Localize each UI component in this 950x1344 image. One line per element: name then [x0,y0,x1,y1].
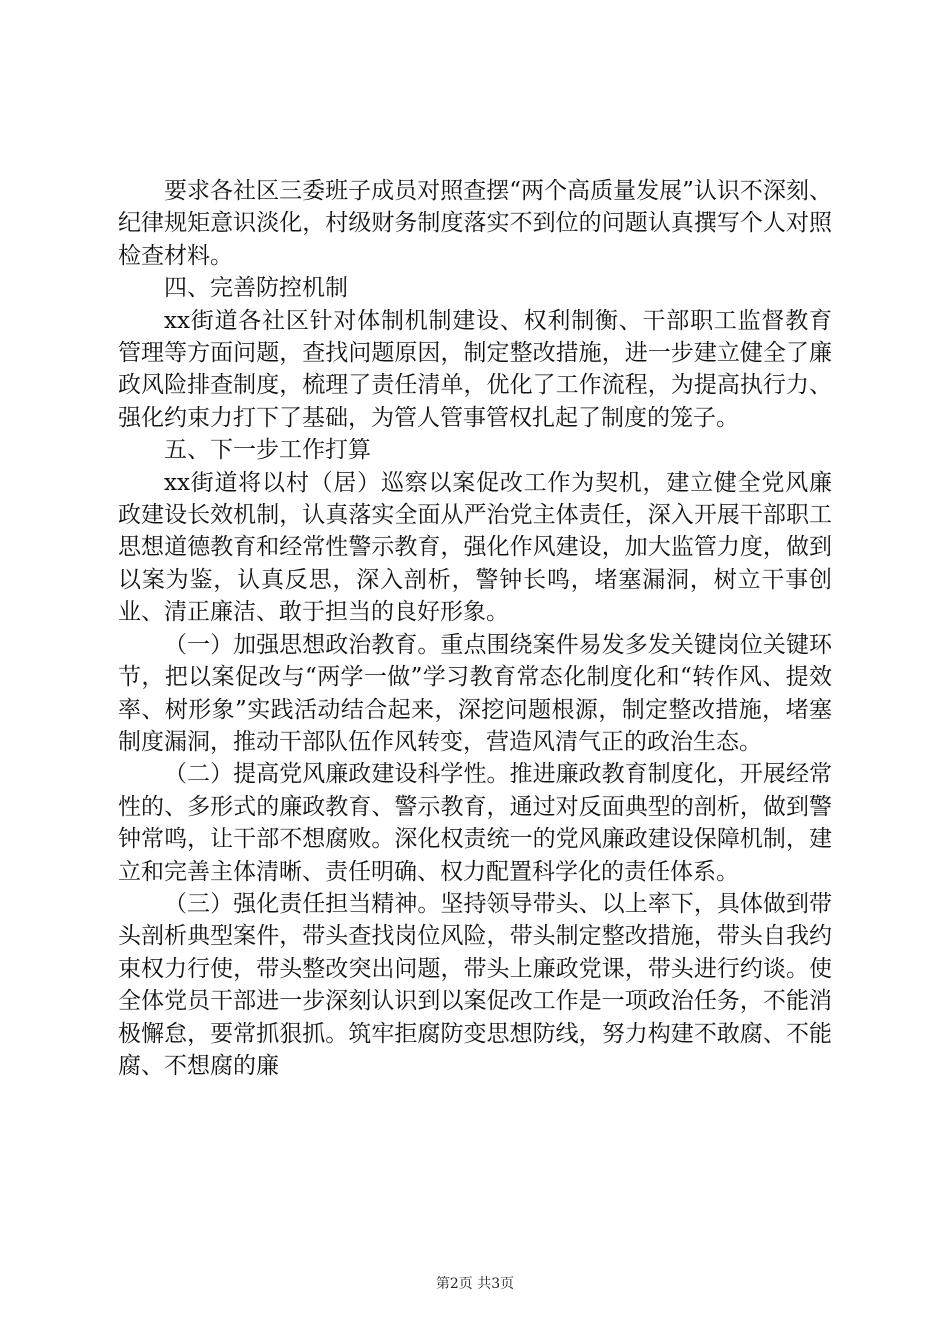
paragraph-item-two: （二）提高党风廉政建设科学性。推进廉政教育制度化，开展经常性的、多形式的廉政教育、警示教育，通过对反面典型的剖析，做到警钟常鸣，让干部不想腐败。深化权责统一的党风廉政建设保障机制，建立和完善主体清晰、责任明确、权力配置科学化的责任体系。 [118,761,832,885]
paragraph-requirement: 要求各社区三委班子成员对照查摆“两个高质量发展”认识不深刻、纪律规矩意识淡化，村级财务制度落实不到位的问题认真撰写个人对照检查材料。 [118,178,832,269]
heading-section-five: 五、下一步工作打算 [164,437,371,464]
heading-section-four: 四、完善防控机制 [164,275,348,302]
paragraph-prevention-mechanism: xx街道各社区针对体制机制建设、权利制衡、干部职工监督教育管理等方面问题，查找问题原因，制定整改措施，进一步建立健全了廉政风险排查制度，梳理了责任清单，优化了工作流程，为提高执行力、强化约束力打下了基础，为管人管事管权扎起了制度的笼子。 [118,307,832,431]
paragraph-item-one: （一）加强思想政治教育。重点围绕案件易发多发关键岗位关键环节，把以案促改与“两学一做”学习教育常态化制度化和“转作风、提效率、树形象”实践活动结合起来，深挖问题根源，制定整改措施，堵塞制度漏洞，推动干部队伍作风转变，营造风清气正的政治生态。 [118,631,832,755]
paragraph-next-steps: xx街道将以村（居）巡察以案促改工作为契机，建立健全党风廉政建设长效机制，认真落实全面从严治党主体责任，深入开展干部职工思想道德教育和经常性警示教育，强化作风建设，加大监管力度，做到以案为鉴，认真反思，深入剖析，警钟长鸣，堵塞漏洞，树立干事创业、清正廉洁、敢于担当的良好形象。 [118,469,832,626]
page-footer: 第2页 共3页 [435,1276,515,1292]
document-body [118,175,832,1082]
paragraph-item-three: （三）强化责任担当精神。坚持领导带头、以上率下，具体做到带头剖析典型案件，带头查找岗位风险，带头制定整改措施，带头自我约束权力行使，带头整改突出问题，带头上廉政党课，带头进行约谈。使全体党员干部进一步深刻认识到以案促改工作是一项政治任务，不能消极懈怠，要常抓狠抓。筑牢拒腐防变思想防线，努力构建不敢腐、不能腐、不想腐的廉 [118,890,832,1079]
